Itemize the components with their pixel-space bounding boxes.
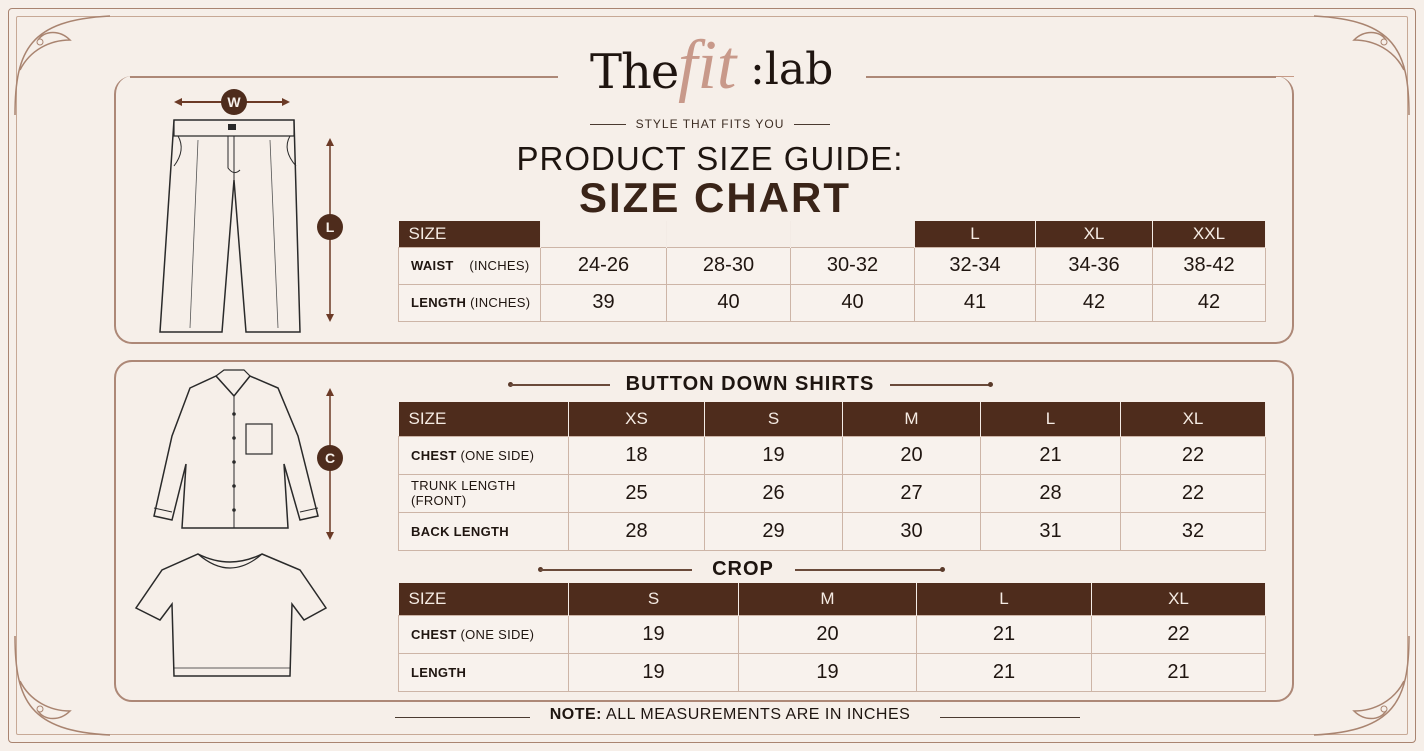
- shirts-header-m: M: [843, 402, 981, 436]
- crop-header-l: L: [917, 583, 1092, 615]
- table-cell: 18: [569, 436, 705, 474]
- row-label: CHEST (ONE SIDE): [399, 436, 569, 474]
- table-cell: 28: [981, 474, 1121, 512]
- table-cell: 38-42: [1153, 247, 1266, 284]
- table-row: [399, 474, 1266, 512]
- tagline: STYLE THAT FITS YOU: [635, 117, 785, 131]
- table-cell: 28-30: [667, 247, 791, 284]
- table-cell: 39: [541, 284, 667, 321]
- trouser-header-blank-1: [541, 221, 667, 247]
- page-title: PRODUCT SIZE GUIDE:: [516, 140, 904, 177]
- table-row: [399, 436, 1266, 474]
- trouser-header-blank-2: [667, 221, 791, 247]
- length-badge: L: [317, 214, 343, 240]
- table-cell: 40: [667, 284, 791, 321]
- table-cell: 32-34: [915, 247, 1036, 284]
- shirts-header-l: L: [981, 402, 1121, 436]
- crop-title: CROP: [712, 558, 774, 580]
- waist-badge: W: [221, 89, 247, 115]
- table-cell: 21: [981, 436, 1121, 474]
- row-label: TRUNK LENGTH (FRONT): [399, 474, 569, 512]
- shirts-title-line-right: [890, 384, 990, 386]
- table-cell: 29: [705, 512, 843, 550]
- corner-ornament-bottom-right: [1304, 631, 1414, 741]
- crop-header-m: M: [739, 583, 917, 615]
- shirts-title-line-left: [510, 384, 610, 386]
- corner-ornament-top-right: [1304, 10, 1414, 120]
- crop-header-size: SIZE: [399, 583, 569, 615]
- trouser-panel-top-right: [866, 76, 1276, 78]
- table-cell: 42: [1036, 284, 1153, 321]
- crop-title-line-right: [795, 569, 943, 571]
- row-label: LENGTH (INCHES): [399, 284, 541, 321]
- table-cell: 24-26: [541, 247, 667, 284]
- table-cell: 42: [1153, 284, 1266, 321]
- crop-top-illustration: [132, 548, 332, 688]
- table-cell: 30: [843, 512, 981, 550]
- shirts-title-dot-right: [988, 382, 993, 387]
- table-cell: 28: [569, 512, 705, 550]
- crop-header-s: S: [569, 583, 739, 615]
- shirts-table: [398, 402, 1266, 551]
- table-cell: 25: [569, 474, 705, 512]
- table-row: [399, 284, 1266, 321]
- note-rule-left: [395, 717, 530, 718]
- shirts-title: BUTTON DOWN SHIRTS: [625, 373, 875, 395]
- corner-ornament-bottom-left: [10, 631, 120, 741]
- table-row: [399, 512, 1266, 550]
- crop-table: [398, 583, 1266, 692]
- trouser-header-blank-3: [791, 221, 915, 247]
- crop-title-line-left: [540, 569, 692, 571]
- logo-the: The: [590, 44, 679, 100]
- shirts-header-s: S: [705, 402, 843, 436]
- row-label: LENGTH: [399, 653, 569, 691]
- row-label: WAIST (INCHES): [399, 247, 541, 284]
- table-cell: 31: [981, 512, 1121, 550]
- crop-header-xl: XL: [1092, 583, 1266, 615]
- chest-badge: C: [317, 445, 343, 471]
- table-cell: 32: [1121, 512, 1266, 550]
- table-row: [399, 653, 1266, 691]
- page-subtitle: SIZE CHART: [579, 174, 851, 221]
- table-cell: 19: [705, 436, 843, 474]
- shirts-header-xs: XS: [569, 402, 705, 436]
- table-cell: 21: [917, 615, 1092, 653]
- table-cell: 19: [569, 653, 739, 691]
- trouser-panel-top-left: [130, 76, 558, 78]
- trouser-header-l: L: [915, 221, 1036, 247]
- table-cell: 27: [843, 474, 981, 512]
- table-cell: 21: [917, 653, 1092, 691]
- trouser-header-xl: XL: [1036, 221, 1153, 247]
- row-label: BACK LENGTH: [399, 512, 569, 550]
- row-label: CHEST (ONE SIDE): [399, 615, 569, 653]
- shirts-header-size: SIZE: [399, 402, 569, 436]
- crop-header-row: [399, 583, 1266, 615]
- trouser-table: [398, 221, 1266, 322]
- table-cell: 19: [569, 615, 739, 653]
- footer-note: NOTE: ALL MEASUREMENTS ARE IN INCHES: [549, 706, 911, 723]
- corner-ornament-top-left: [10, 10, 120, 120]
- table-cell: 30-32: [791, 247, 915, 284]
- note-rule-right: [940, 717, 1080, 718]
- crop-title-dot-right: [940, 567, 945, 572]
- logo-lab: :lab: [750, 44, 834, 95]
- table-cell: 22: [1121, 436, 1266, 474]
- table-cell: 26: [705, 474, 843, 512]
- table-cell: 22: [1121, 474, 1266, 512]
- table-cell: 41: [915, 284, 1036, 321]
- table-cell: 21: [1092, 653, 1266, 691]
- shirts-header-xl: XL: [1121, 402, 1266, 436]
- table-row: [399, 247, 1266, 284]
- logo-fit: fit: [678, 27, 737, 104]
- table-cell: 19: [739, 653, 917, 691]
- trouser-header-row: [399, 221, 1266, 247]
- table-row: [399, 615, 1266, 653]
- table-cell: 20: [739, 615, 917, 653]
- trouser-header-size: SIZE: [399, 221, 541, 247]
- table-cell: 40: [791, 284, 915, 321]
- table-cell: 20: [843, 436, 981, 474]
- trouser-header-xxl: XXL: [1153, 221, 1266, 247]
- table-cell: 22: [1092, 615, 1266, 653]
- shirts-header-row: [399, 402, 1266, 436]
- table-cell: 34-36: [1036, 247, 1153, 284]
